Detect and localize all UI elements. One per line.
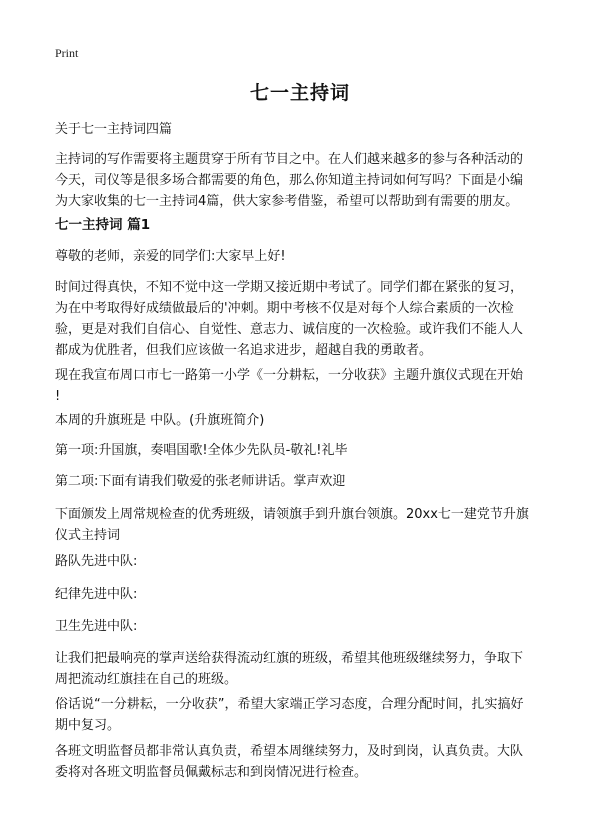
greeting-text: 尊敬的老师，亲爱的同学们:大家早上好! [55, 249, 286, 264]
squad-hygiene [55, 616, 555, 637]
paragraph-line: 期中复习。 [55, 718, 121, 733]
paragraph-line: 俗话说“一分耕耘，一分收获”，希望大家端正学习态度，合理分配时间，扎实搞好 [55, 697, 524, 712]
document-subtitle [55, 119, 555, 140]
paragraph-line: 验，更是对我们自信心、自觉性、意志力、诚信度的一次检验。或许我们不能人人 [55, 322, 524, 337]
intro-line: 为大家收集的七一主持词4篇，供大家参考借鉴，希望可以帮助到有需要的朋友。 [55, 194, 519, 209]
paragraph-line: 时间过得真快，不知不觉中这一学期又接近期中考试了。同学们都在紧张的复习， [55, 280, 524, 295]
squad-route [55, 551, 555, 572]
applause-paragraph [55, 648, 555, 690]
paragraph-line: 纪律先进中队: [55, 587, 138, 602]
paragraph-line: 让我们把最响亮的掌声送给获得流动红旗的班级，希望其他班级继续努力，争取下 [55, 651, 524, 666]
exam-paragraph [55, 277, 555, 361]
paragraph-line: 为在中考取得好成绩做最后的'冲刺。期中考核不仅是对每个人综合素质的一次检 [55, 301, 514, 316]
paragraph-line: 现在我宣布周口市七一路第一小学《一分耕耘，一分收获》主题升旗仪式现在开始 [55, 368, 524, 383]
monitors-paragraph [55, 741, 555, 783]
paragraph-line: 仪式主持词 [55, 528, 121, 543]
paragraph-line: 各班文明监督员都非常认真负责，希望本周继续努力，及时到岗，认真负责。大队 [55, 744, 524, 759]
paragraph-line: 下面颁发上周常规检查的优秀班级，请领旗手到升旗台领旗。20xx七一建党节升旗 [55, 507, 529, 522]
intro-line: 主持词的写作需要将主题贯穿于所有节目之中。在人们越来越多的参与各种活动的 [55, 152, 524, 167]
announce-paragraph [55, 365, 555, 407]
paragraph-line: ! [55, 389, 61, 404]
paragraph-line: 都成为优胜者，但我们应该做一名追求进步，超越自我的勇敢者。 [55, 343, 433, 358]
paragraph-line: 卫生先进中队: [55, 619, 138, 634]
print-label: Print [55, 46, 79, 60]
award-paragraph [55, 504, 555, 546]
intro-line: 今天，司仪等是很多场合都需要的角色，那么你知道主持词如何写吗？下面是小编 [55, 173, 524, 188]
intro-paragraph [55, 149, 555, 212]
paragraph-line: 委将对各班文明监督员佩戴标志和到岗情况进行检查。 [55, 765, 368, 780]
subtitle-text: 关于七一主持词四篇 [55, 122, 173, 137]
document-title: 七一主持词 [249, 82, 350, 104]
paragraph-line: 周把流动红旗挂在自己的班级。 [55, 672, 238, 687]
squad-discipline [55, 584, 555, 605]
paragraph-line: 第一项:升国旗，奏唱国歌!全体少先队员-敬礼!礼毕 [55, 443, 348, 458]
proverb-paragraph [55, 694, 555, 736]
paragraph-line: 第二项:下面有请我们敬爱的张老师讲话。掌声欢迎 [55, 474, 346, 489]
section-heading [55, 215, 555, 236]
paragraph-line: 本周的升旗班是 中队。(升旗班简介) [55, 413, 265, 428]
item1-paragraph [55, 440, 555, 461]
week-class-paragraph [55, 410, 555, 431]
greeting-paragraph [55, 246, 555, 267]
section-heading-text: 七一主持词 篇1 [55, 217, 151, 233]
paragraph-line: 路队先进中队: [55, 554, 138, 569]
item2-paragraph [55, 471, 555, 492]
